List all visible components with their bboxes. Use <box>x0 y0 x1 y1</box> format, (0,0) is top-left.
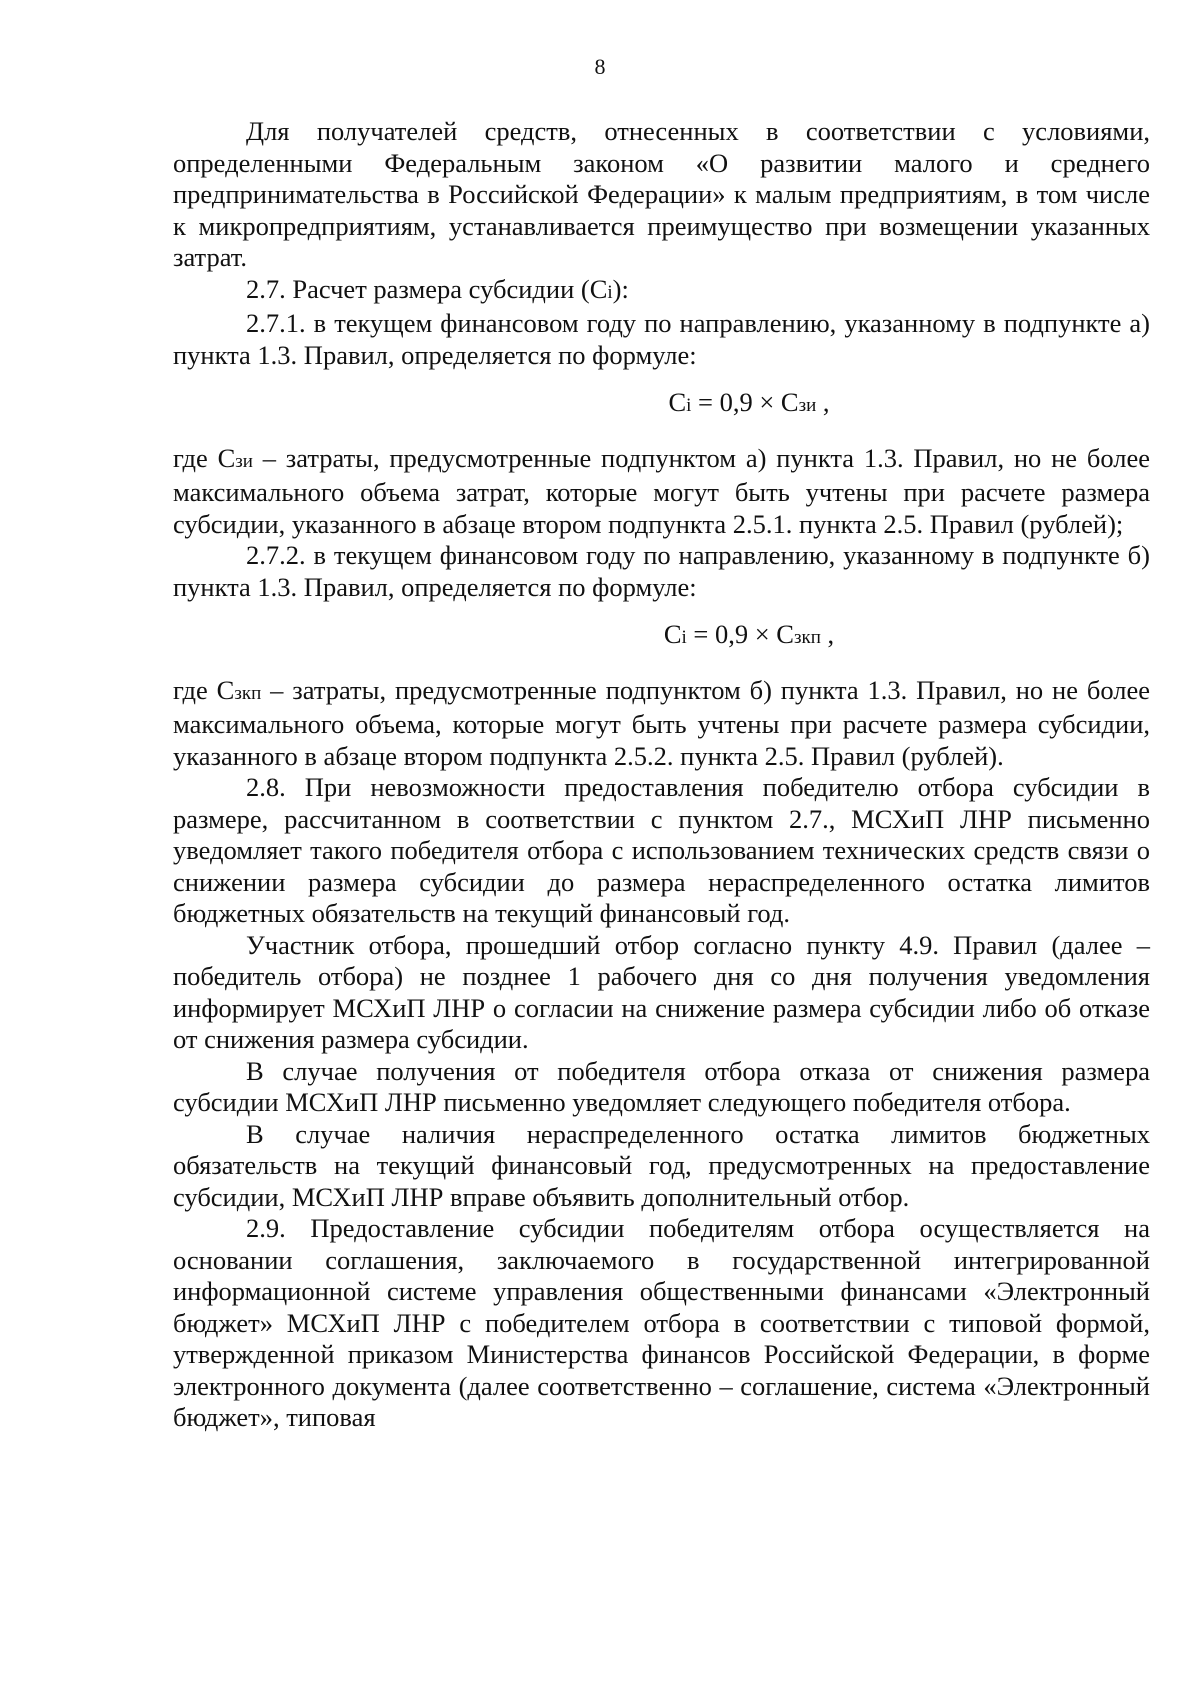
formula-2-mid: = 0,9 × С <box>686 619 794 649</box>
formula-2-lhs: С <box>663 619 682 649</box>
paragraph-formula-2-explanation <box>173 675 1150 773</box>
page-number: 8 <box>594 54 606 79</box>
subscript-i: i <box>607 281 613 303</box>
formula-1 <box>173 387 1150 419</box>
formula-1-mid: = 0,9 × С <box>691 387 799 417</box>
formula-1-lhs-sub: i <box>686 395 692 416</box>
paragraph-2-7-heading <box>173 274 1150 309</box>
formula-2-rhs-sub: зкп <box>794 627 821 648</box>
explanation-1-text: – затраты, предусмотренные подпунктом а) пункта 1.3. Правил, но не более максимального объема затрат, которые могут быть учтены при расчете размера субсидии, указанного в абзаце втором подпункта 2.5.1. пункта 2.5. Правил (рублей); <box>173 442 1150 539</box>
paragraph-2-7-2: 2.7.2. в текущем финансовом году по направлению, указанному в подпункте б) пункта 1.3. Правил, определяется по формуле: <box>173 540 1150 602</box>
paragraph-additional-selection: В случае наличия нераспределенного остатка лимитов бюджетных обязательств на текущий финансовый год, предусмотренных на предоставление субсидии, МСХиП ЛНР вправе объявить дополнительный отбор. <box>173 1118 1150 1212</box>
explanation-1-sub: зи <box>235 450 253 472</box>
document-body <box>173 116 1150 1434</box>
paragraph-2-7-text: 2.7. Расчет размера субсидии (С <box>246 273 608 304</box>
formula-2 <box>173 619 1150 651</box>
explanation-2-text: – затраты, предусмотренные подпунктом б) пункта 1.3. Правил, но не более максимального объема, которые могут быть учтены при расчете размера субсидии, указанного в абзаце втором подпункта 2.5.2. пункта 2.5. Правил (рублей). <box>173 674 1150 771</box>
explanation-1-lead: где С <box>173 442 236 473</box>
formula-1-tail: , <box>816 387 830 417</box>
paragraph-2-7-tail: ): <box>612 273 629 304</box>
paragraph-2-9: 2.9. Предоставление субсидии победителям отбора осуществляется на основании соглашения, заключаемого в государственной интегрированной информационной системе управления общественными финансами «Электронный бюджет» МСХиП ЛНР с победителем отбора в соответствии с типовой формой, утвержденной приказом Министерства финансов Российской Федерации, в форме электронного документа (далее соответственно – соглашение, система «Электронный бюджет», типовая <box>173 1213 1150 1432</box>
explanation-2-sub: зкп <box>234 682 262 704</box>
paragraph-refusal-case: В случае получения от победителя отбора отказа от снижения размера субсидии МСХиП ЛНР письменно уведомляет следующего победителя отбора. <box>173 1055 1150 1117</box>
paragraph-formula-1-explanation <box>173 443 1150 541</box>
paragraph-2-7-1: 2.7.1. в текущем финансовом году по направлению, указанному в подпункте а) пункта 1.3. Правил, определяется по формуле: <box>173 308 1150 370</box>
paragraph-participant-consent: Участник отбора, прошедший отбор согласно пункту 4.9. Правил (далее – победитель отбора) не позднее 1 рабочего дня со дня получения уведомления информирует МСХиП ЛНР о согласии на снижение размера субсидии либо об отказе от снижения размера субсидии. <box>173 929 1150 1054</box>
explanation-2-lead: где С <box>173 674 235 705</box>
paragraph-2-8: 2.8. При невозможности предоставления победителю отбора субсидии в размере, рассчитанном в соответствии с пунктом 2.7., МСХиП ЛНР письменно уведомляет такого победителя отбора с использованием технических средств связи о снижении размера субсидии до размера нераспределенного остатка лимитов бюджетных обязательств на текущий финансовый год. <box>173 772 1150 928</box>
formula-1-lhs: С <box>668 387 687 417</box>
paragraph-small-business-priority: Для получателей средств, отнесенных в соответствии с условиями, определенными Федеральным законом «О развитии малого и среднего предпринимательства в Российской Федерации» к малым предприятиям, в том числе к микропредприятиям, устанавливается преимущество при возмещении указанных затрат. <box>173 116 1150 272</box>
formula-1-rhs-sub: зи <box>798 395 817 416</box>
formula-2-lhs-sub: i <box>681 627 687 648</box>
formula-2-tail: , <box>820 619 835 649</box>
